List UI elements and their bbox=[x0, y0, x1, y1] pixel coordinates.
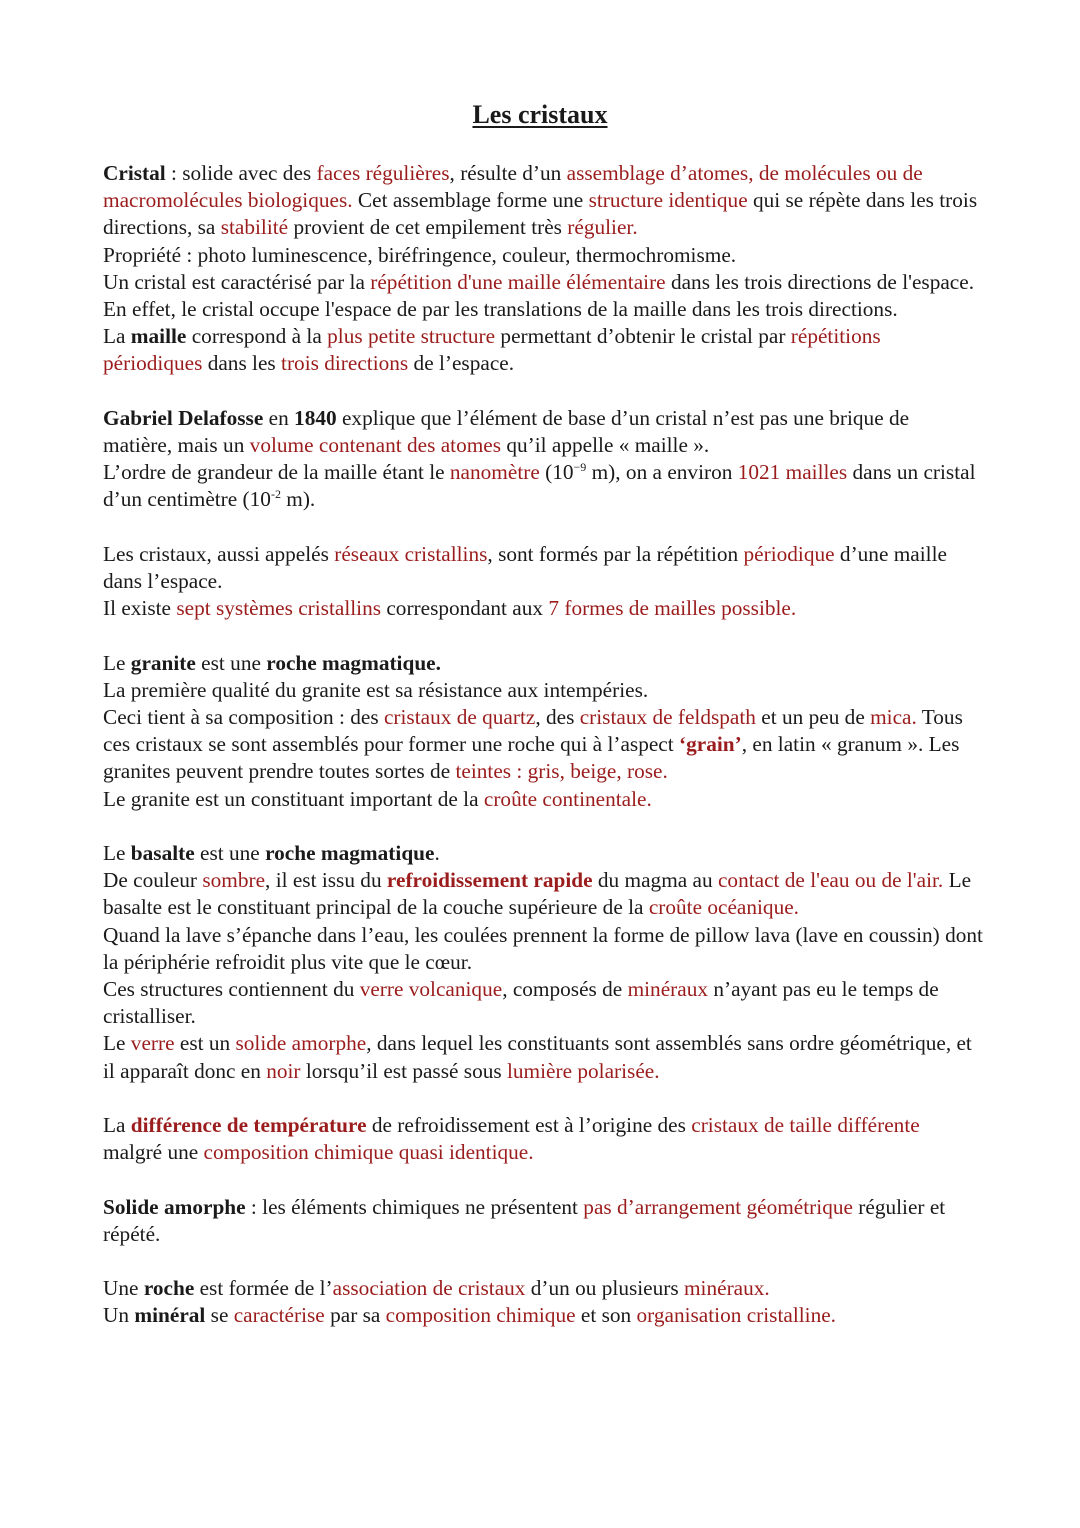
document-body bbox=[103, 160, 983, 1330]
highlighted-text: minéraux. bbox=[683, 1276, 770, 1301]
highlighted-text: composition chimique quasi identique. bbox=[203, 1140, 534, 1165]
text-run: : les éléments chimiques ne présentent bbox=[245, 1194, 584, 1219]
text-run: Un bbox=[103, 1303, 135, 1328]
highlighted-text: structure identique bbox=[588, 188, 748, 213]
bold-term bbox=[131, 651, 196, 675]
bold-term bbox=[103, 161, 166, 185]
highlighted-text: répétitions périodiques bbox=[103, 324, 881, 376]
text-run: Le bbox=[103, 841, 131, 866]
text-run: Ces structures contiennent du bbox=[103, 977, 360, 1002]
highlighted-text: verre volcanique bbox=[359, 977, 503, 1002]
text-run: d’un ou plusieurs bbox=[525, 1276, 684, 1301]
highlighted-text: stabilité bbox=[220, 215, 289, 240]
paragraph bbox=[103, 1112, 983, 1166]
highlighted-text: faces régulières bbox=[316, 161, 450, 185]
bold-text: Solide amorphe bbox=[103, 1194, 246, 1219]
text-run: , résulte d’un bbox=[449, 161, 567, 185]
bold-text: basalte bbox=[130, 841, 195, 866]
text-run: n’ayant pas eu le temps de cristalliser. bbox=[103, 977, 939, 1029]
text-run: correspondant aux bbox=[381, 596, 549, 621]
text-run: , des bbox=[535, 705, 580, 730]
text-run: qui se répète dans les trois directions, sa bbox=[103, 188, 978, 240]
bold-text: Cristal bbox=[103, 161, 166, 185]
text-run: Les cristaux, aussi appelés bbox=[103, 541, 335, 566]
text-run: en bbox=[263, 405, 295, 430]
highlighted-text: croûte océanique. bbox=[648, 895, 799, 920]
paragraph bbox=[103, 160, 983, 378]
text-run: . bbox=[434, 841, 440, 866]
text-run: , sont formés par la répétition bbox=[487, 541, 744, 566]
text-run: correspond à la bbox=[186, 324, 328, 349]
text-run: Cet assemblage forme une bbox=[352, 188, 589, 213]
bold-text: roche magmatique. bbox=[266, 650, 441, 675]
paragraph bbox=[103, 650, 983, 813]
text-run: La première qualité du granite est sa résistance aux intempéries. bbox=[103, 677, 649, 702]
text-run: Tous ces cristaux se sont assemblés pour former une roche qui à l’aspect bbox=[103, 705, 963, 757]
text-run: permettant d’obtenir le cristal par bbox=[495, 324, 791, 349]
bold-text: granite bbox=[130, 650, 196, 675]
highlighted-text: organisation cristalline. bbox=[636, 1303, 836, 1328]
text-run: (10 bbox=[539, 460, 574, 485]
highlighted-text: verre bbox=[130, 1031, 175, 1056]
text-run: de refroidissement est à l’origine des bbox=[366, 1113, 692, 1138]
highlighted-text: volume contenant des atomes bbox=[249, 433, 502, 458]
highlighted-text: régulier. bbox=[567, 215, 638, 240]
highlighted-text: plus petite structure bbox=[327, 324, 496, 349]
highlighted-bold-text: refroidissement rapide bbox=[386, 868, 593, 893]
highlighted-text: croûte continentale. bbox=[483, 786, 652, 811]
text-run: malgré une bbox=[103, 1140, 204, 1165]
text-run: se bbox=[205, 1303, 234, 1328]
text-run: est une bbox=[194, 841, 266, 866]
text-run: provient de cet empilement très bbox=[288, 215, 568, 240]
bold-term bbox=[103, 1195, 246, 1219]
exponent: -2 bbox=[270, 487, 281, 502]
highlighted-text: pas d’arrangement géométrique bbox=[583, 1194, 853, 1219]
highlighted-bold-text: ‘grain’ bbox=[679, 732, 742, 757]
text-run: : solide avec des bbox=[165, 161, 317, 185]
text-run: Propriété : photo luminescence, biréfringence, couleur, thermochromisme. bbox=[103, 242, 737, 267]
paragraph bbox=[103, 405, 983, 514]
paragraph bbox=[103, 840, 983, 1085]
highlighted-text: contact de l'eau ou de l'air. bbox=[717, 868, 944, 893]
text-run: Le basalte est le constituant principal de la couche supérieure de la bbox=[103, 868, 972, 920]
text-run: Un cristal est caractérisé par la bbox=[103, 269, 371, 294]
bold-text: roche bbox=[143, 1276, 195, 1301]
highlighted-text: association de cristaux bbox=[332, 1276, 526, 1301]
highlighted-text: réseaux cristallins bbox=[334, 541, 488, 566]
highlighted-text: répétition d'une maille élémentaire bbox=[370, 269, 666, 294]
text-run: de l’espace. bbox=[408, 351, 515, 376]
text-run: Le bbox=[103, 1031, 131, 1056]
highlighted-text: nanomètre bbox=[449, 460, 540, 485]
text-run: La bbox=[103, 1113, 131, 1138]
bold-term bbox=[266, 651, 441, 675]
highlighted-bold-text: différence de température bbox=[130, 1113, 367, 1138]
text-run: , il est issu du bbox=[265, 868, 387, 893]
bold-term bbox=[103, 406, 263, 430]
highlighted-text: solide amorphe bbox=[235, 1031, 367, 1056]
text-run: par sa bbox=[324, 1303, 386, 1328]
text-run: Quand la lave s’épanche dans l’eau, les coulées prennent la forme de pillow lava (lave en coussin) dont la périphérie refroidit plus vite que le cœur. bbox=[103, 922, 983, 974]
highlighted-text: sombre bbox=[202, 868, 266, 893]
bold-term bbox=[134, 1303, 205, 1327]
highlighted-text: composition chimique bbox=[385, 1303, 576, 1328]
text-run: est formée de l’ bbox=[194, 1276, 333, 1301]
text-run: est un bbox=[174, 1031, 236, 1056]
paragraph bbox=[103, 1275, 983, 1329]
text-run: m), on a environ bbox=[586, 460, 738, 485]
text-run: , composés de bbox=[502, 977, 628, 1002]
highlighted-text: 7 formes de mailles possible. bbox=[548, 596, 797, 621]
bold-term bbox=[265, 841, 434, 865]
page-title: Les cristaux bbox=[472, 100, 608, 129]
highlighted-text: caractérise bbox=[233, 1303, 325, 1328]
text-run: L’ordre de grandeur de la maille étant le bbox=[103, 460, 450, 485]
text-run: Ceci tient à sa composition : des bbox=[103, 705, 384, 730]
text-run: dans un cristal d’un centimètre (10 bbox=[103, 460, 976, 512]
text-run: De couleur bbox=[103, 868, 203, 893]
exponent: −9 bbox=[573, 460, 587, 475]
text-run: Une bbox=[103, 1276, 144, 1301]
bold-term bbox=[131, 324, 187, 348]
text-run: lorsqu’il est passé sous bbox=[300, 1058, 507, 1083]
text-run: Le bbox=[103, 650, 131, 675]
text-run: Le granite est un constituant important de la bbox=[103, 786, 484, 811]
text-run: m). bbox=[280, 487, 316, 512]
text-run: dans les bbox=[202, 351, 282, 376]
highlighted-text: cristaux de taille différente bbox=[691, 1113, 920, 1138]
highlighted-text: sept systèmes cristallins bbox=[176, 596, 382, 621]
text-run: Il existe bbox=[103, 596, 177, 621]
bold-text: roche magmatique bbox=[265, 841, 435, 866]
text-run: régulier et répété. bbox=[103, 1194, 946, 1246]
highlighted-text: 1021 mailles bbox=[737, 460, 848, 485]
paragraph bbox=[103, 1194, 983, 1248]
bold-text: 1840 bbox=[294, 405, 337, 430]
text-run: explique que l’élément de base d’un cristal n’est pas une brique de matière, mais un bbox=[103, 405, 910, 458]
text-run: et son bbox=[575, 1303, 637, 1328]
text-run: , dans lequel les constituants sont assemblés sans ordre géométrique, et il apparaît donc en bbox=[103, 1031, 972, 1083]
bold-text: minéral bbox=[134, 1303, 206, 1328]
bold-term bbox=[144, 1276, 194, 1300]
highlighted-text: cristaux de quartz bbox=[383, 705, 536, 730]
highlighted-text: minéraux bbox=[627, 977, 709, 1002]
highlighted-text: lumière polarisée. bbox=[506, 1058, 660, 1083]
highlighted-text: trois directions bbox=[281, 351, 409, 376]
text-run: du magma au bbox=[592, 868, 718, 893]
paragraph bbox=[103, 541, 983, 623]
text-run: est une bbox=[195, 650, 267, 675]
text-run: , en latin « granum ». Les granites peuvent prendre toutes sortes de bbox=[103, 732, 960, 784]
highlighted-text: teintes : gris, beige, rose. bbox=[455, 759, 668, 784]
text-run: dans les trois directions de l'espace. En effet, le cristal occupe l'espace de par les translations de la maille dans les trois directions. bbox=[103, 269, 975, 322]
text-run: qu’il appelle « maille ». bbox=[501, 433, 710, 458]
bold-term bbox=[294, 406, 337, 430]
text-run: La bbox=[103, 324, 131, 349]
text-run: et un peu de bbox=[755, 705, 871, 730]
bold-text: Gabriel Delafosse bbox=[103, 405, 264, 430]
bold-text: maille bbox=[130, 324, 187, 349]
highlighted-text: périodique bbox=[743, 541, 835, 566]
highlighted-text: noir bbox=[266, 1058, 301, 1083]
highlighted-text: assemblage d’atomes, de molécules ou de macromolécules biologiques. bbox=[103, 161, 923, 213]
text-run: d’une maille dans l’espace. bbox=[103, 541, 947, 594]
highlighted-text: cristaux de feldspath bbox=[579, 705, 756, 730]
bold-term bbox=[131, 841, 195, 865]
highlighted-text: mica. bbox=[870, 705, 917, 730]
